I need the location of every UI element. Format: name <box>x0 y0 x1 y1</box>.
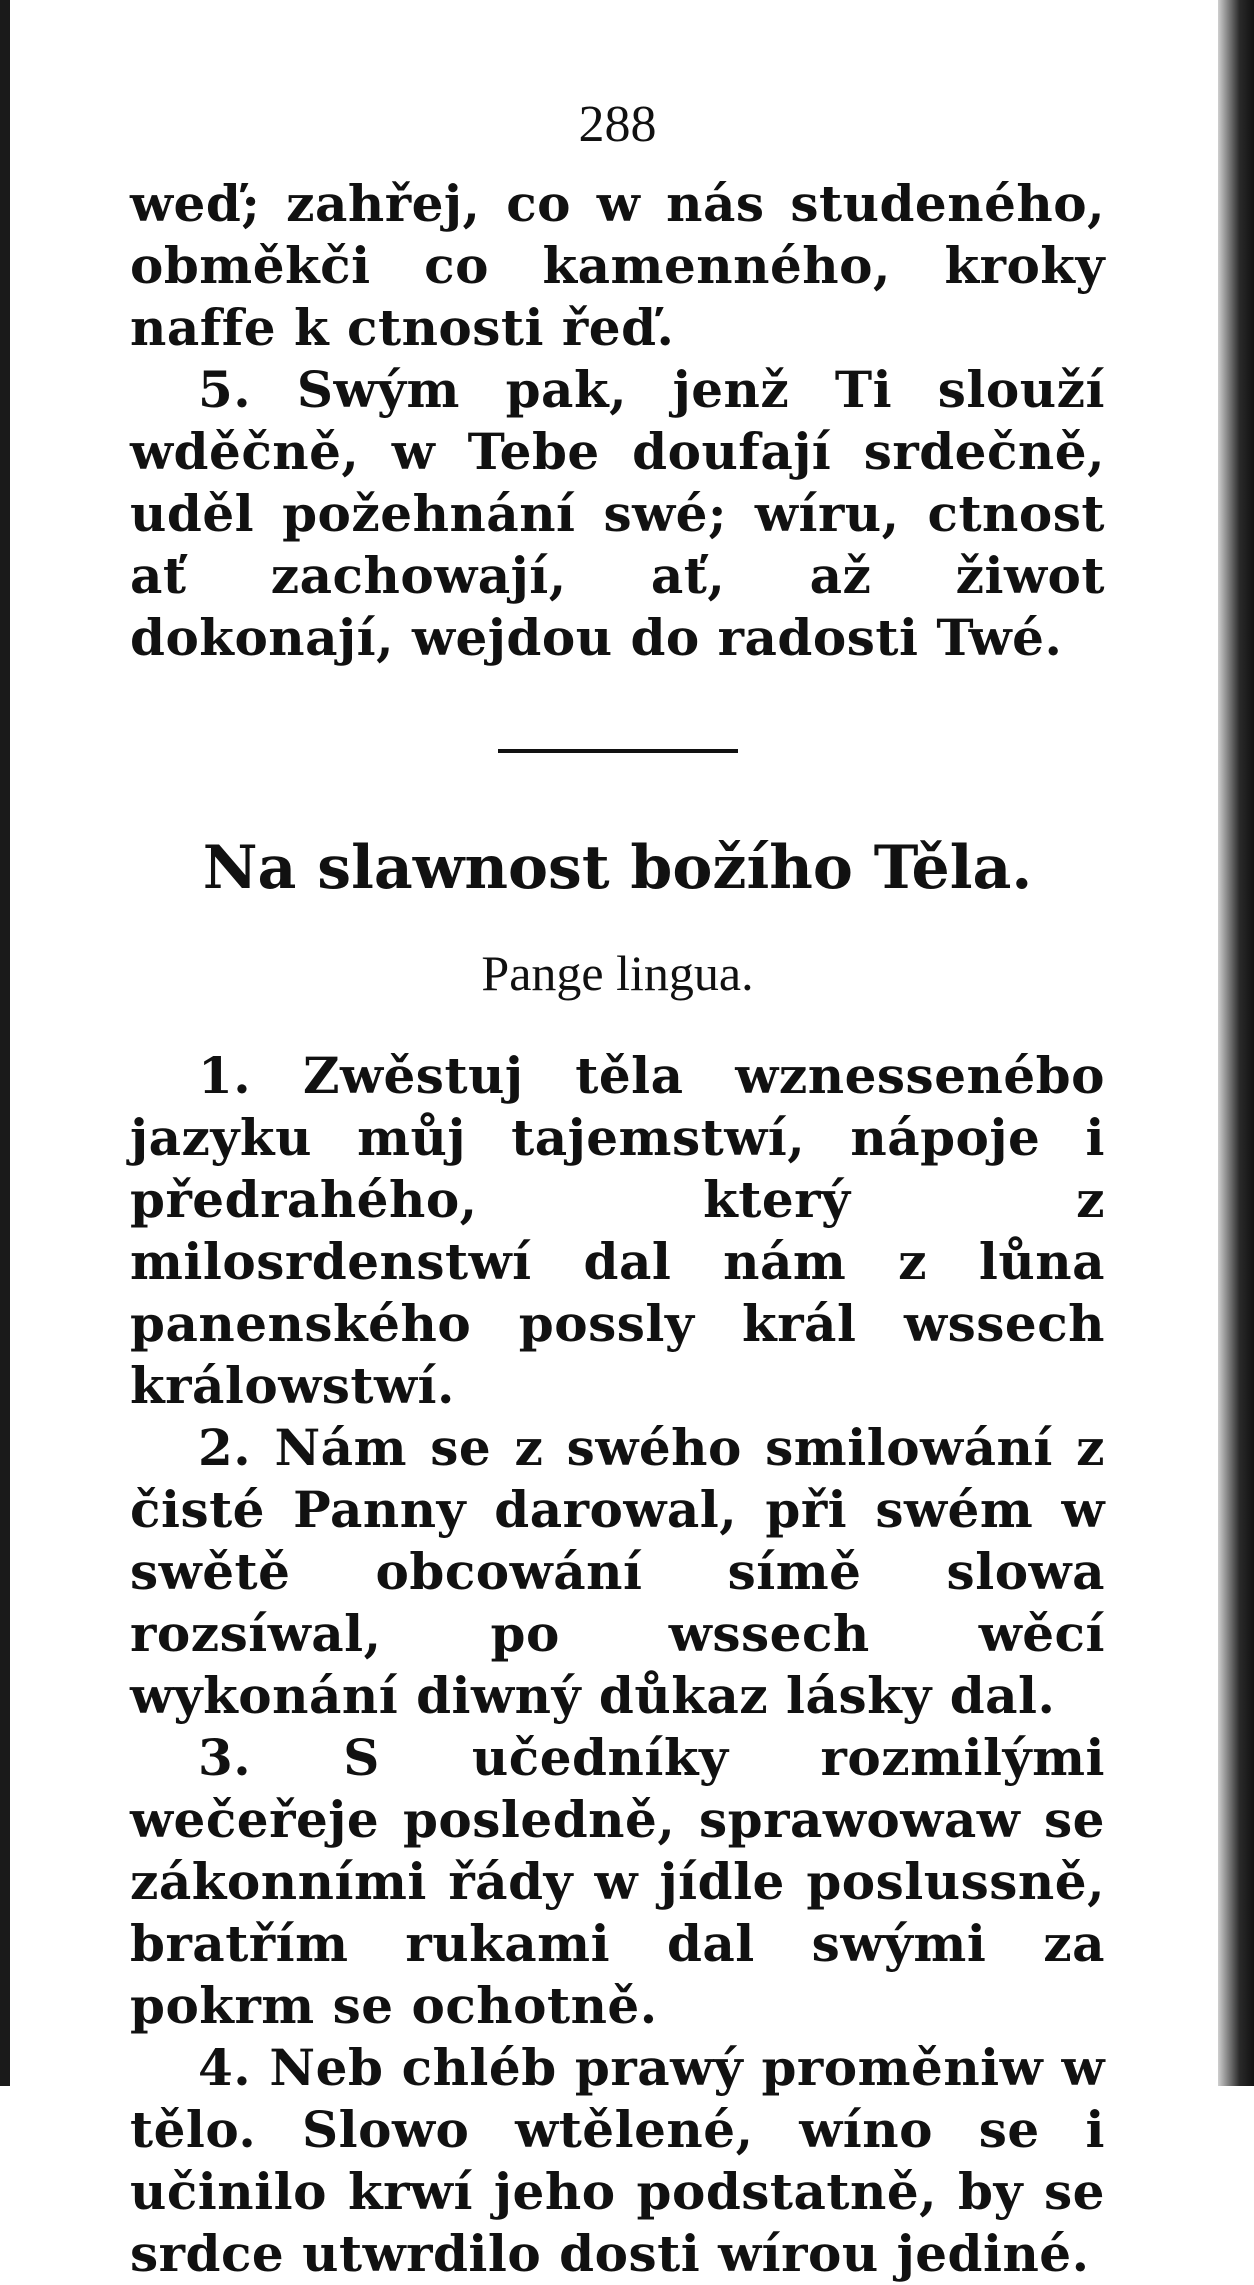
section-title: Na slawnost božího Těla. <box>202 833 1033 903</box>
hymn-verse-5: 5. Swým pak, jenž Ti slouží wděčně, w Tebe doufají srdečně, uděl požehnání swé; wíru, ctnost ať zachowají, ať, až žiwot dokonají, wejdou do radosti Twé. <box>130 360 1105 667</box>
hymn-continuation: weď; zahřej, co w nás studeného, obměkči co kamenného, kroky naffe k ctnosti řeď. <box>130 174 1105 357</box>
book-page <box>130 95 1105 2285</box>
verse-2: 2. Nám se z swého smilowání z čisté Panny darowal, při swém w swětě obcowání símě slowa rozsíwal, po wssech wěcí wykonání diwný důkaz lásky dal. <box>130 1418 1105 1725</box>
page-scan-left-edge <box>0 0 10 2086</box>
page-scan-right-edge <box>1218 0 1254 2086</box>
verse-3: 3. S učedníky rozmilými wečeřeje posledně, sprawowaw se zákonními řády w jídle poslussně, bratřím rukami dal swými za pokrm se ochotně. <box>130 1728 1105 2035</box>
verse-4: 4. Neb chléb prawý proměniw w tělo. Slowo wtělené, wíno se i učinilo krwí jeho podstatně, by se srdce utwrdilo dosti wírou jediné. <box>130 2038 1105 2283</box>
page-number: 288 <box>578 96 657 153</box>
verse-1: 1. Zwěstuj těla wznessenébo jazyku můj tajemstwí, nápoje i předrahého, který z milosrdenstwí dal nám z lůna panenského possly král wssech králowstwí. <box>130 1046 1105 1415</box>
section-divider <box>498 749 738 753</box>
section-subtitle: Pange lingua. <box>481 945 754 1001</box>
